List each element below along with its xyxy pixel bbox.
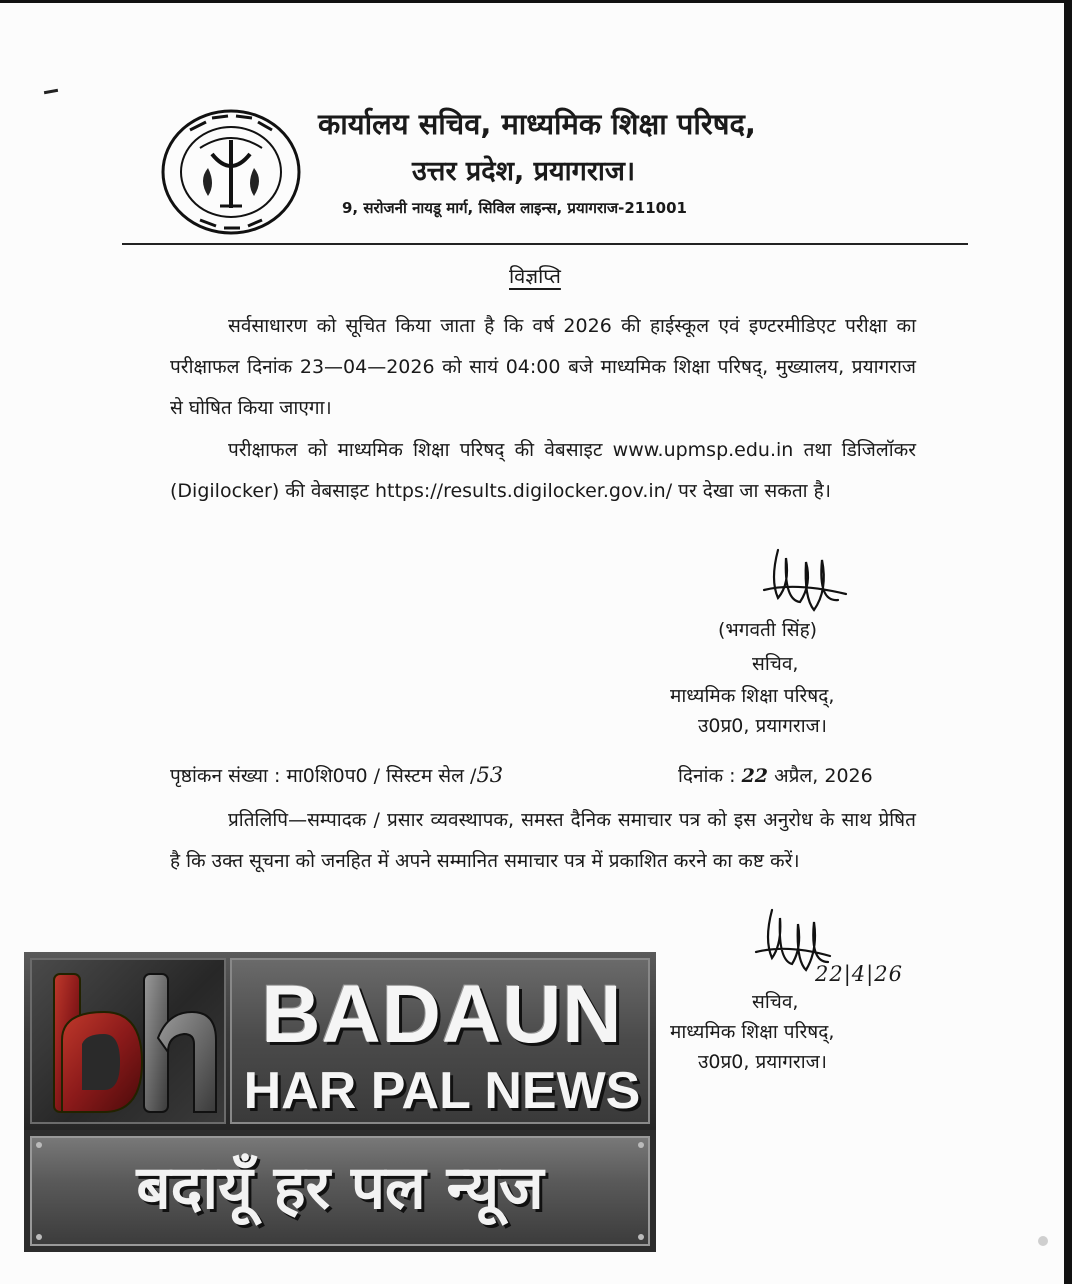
header-divider xyxy=(122,243,968,245)
date-rest: अप्रैल, 2026 xyxy=(774,765,873,787)
office-title-line2: उत्तर प्रदेश, प्रयागराज। xyxy=(412,156,636,187)
rivet-icon xyxy=(36,1142,42,1148)
notice-paragraph-1: सर्वसाधारण को सूचित किया जाता है कि वर्ष 2026 की हाईस्कूल एवं इण्टरमीडिएट परीक्षा का परीक्षाफल दिनांक 23—04—2026 को सायं 04:00 बजे माध्यमिक शिक्षा परिषद्, मुख्यालय, प्रयागराज से घोषित किया जाएगा। xyxy=(170,315,916,419)
badge-title-panel xyxy=(230,958,650,1124)
signatory-2-office: माध्यमिक शिक्षा परिषद्, xyxy=(670,1021,835,1043)
date-label: दिनांक : xyxy=(678,765,736,787)
signatory-2-location: उ0प्र0, प्रयागराज। xyxy=(698,1051,827,1073)
rivet-icon xyxy=(638,1142,644,1148)
reference-number xyxy=(170,762,503,788)
page-dot xyxy=(1038,1236,1048,1246)
copy-paragraph: प्रतिलिपि—सम्पादक / प्रसार व्यवस्थापक, समस्त दैनिक समाचार पत्र को इस अनुरोध के साथ प्रेषित है कि उक्त सूचना को जनहित में अपने सम्मानित समाचार पत्र में प्रकाशित करने का कष्ट करें। xyxy=(170,809,916,872)
reference-num: 53 xyxy=(476,763,504,787)
board-seal-logo xyxy=(160,108,302,236)
signatory-1-name: (भगवती सिंह) xyxy=(718,619,818,641)
notice-title: विज्ञप्ति xyxy=(509,264,561,288)
date-day: 22 xyxy=(741,765,769,787)
office-address: 9, सरोजनी नायडू मार्ग, सिविल लाइन्स, प्रयागराज-211001 xyxy=(342,199,687,217)
notice-paragraph-2: परीक्षाफल को माध्यमिक शिक्षा परिषद् की वेबसाइट www.upmsp.edu.in तथा डिजिलॉकर (Digilocker) की वेबसाइट https://results.digilocker.gov.in/ पर देखा जा सकता है। xyxy=(170,439,916,502)
signatory-1-location: उ0प्र0, प्रयागराज। xyxy=(698,715,827,737)
badge-title-line1: BADAUN xyxy=(261,969,623,1060)
rivet-icon xyxy=(638,1234,644,1240)
news-channel-badge xyxy=(24,952,656,1252)
badge-hindi-plate xyxy=(30,1136,650,1246)
signatory-1-office: माध्यमिक शिक्षा परिषद्, xyxy=(670,685,835,707)
badge-title-line2: HAR PAL NEWS xyxy=(243,1062,641,1120)
handwritten-date: 22|4|26 xyxy=(815,962,903,986)
rivet-icon xyxy=(36,1234,42,1240)
bh-logo xyxy=(30,958,226,1124)
office-title-line1: कार्यालय सचिव, माध्यमिक शिक्षा परिषद, xyxy=(318,107,756,141)
signature-1 xyxy=(756,540,848,624)
reference-date xyxy=(678,762,873,788)
badge-hindi-title: बदायूँ हर पल न्यूज xyxy=(136,1153,544,1223)
signatory-1-designation: सचिव, xyxy=(752,653,799,675)
signatory-2-designation: सचिव, xyxy=(752,991,799,1013)
reference-label: पृष्ठांकन संख्या : मा0शि0प0 / सिस्टम सेल / xyxy=(170,765,477,787)
